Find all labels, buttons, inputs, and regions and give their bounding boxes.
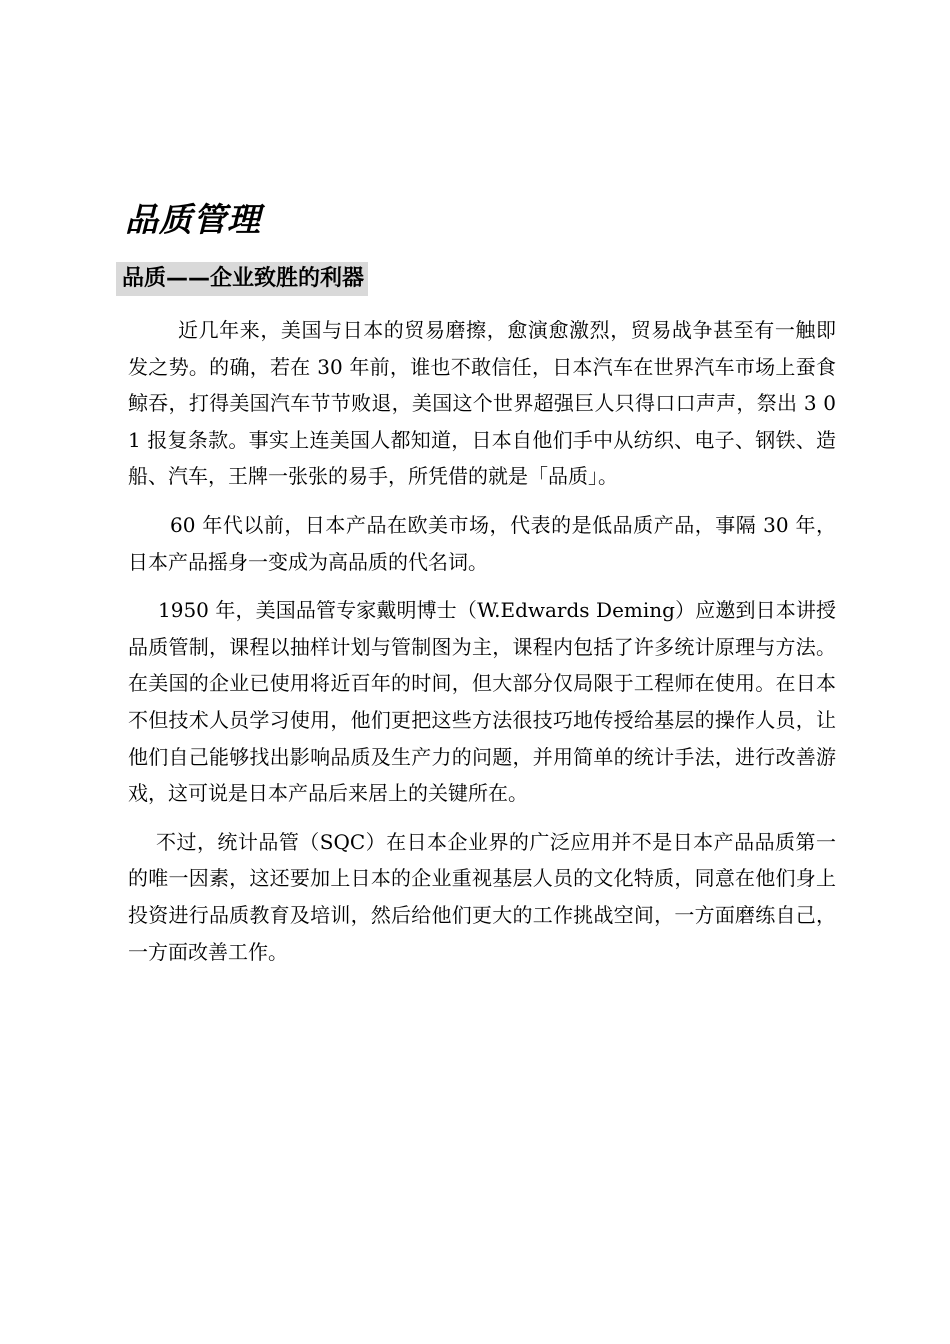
paragraph-3: 1950 年，美国品管专家戴明博士（W.Edwards Deming）应邀到日本讲授品质管制，课程以抽样计划与管制图为主，课程内包括了许多统计原理与方法。在美国的企业已使用将近百年的时间，但大部分仅局限于工程师在使用。在日本不但技术人员学习使用，他们更把这些方法很技巧地传授给基层的操作人员，让他们自己能够找出影响品质及生产力的问题，并用简单的统计手法，进行改善游戏，这可说是日本产品后来居上的关键所在。	[128, 598, 836, 806]
paragraph-2: 60 年代以前，日本产品在欧美市场，代表的是低品质产品，事隔 30 年，日本产品摇身一变成为高品质的代名词。	[128, 512, 836, 574]
paragraph-1: 近几年来，美国与日本的贸易磨擦，愈演愈激烈，贸易战争甚至有一触即发之势。的确，若在 30 年前，谁也不敢信任，日本汽车在世界汽车市场上蚕食鲸吞，打得美国汽车节节败退，美国这个世界超强巨人只得口口声声，祭出 3 0 1 报复条款。事实上连美国人都知道，日本自他们手中从纺织、电子、钢铁、造船、汽车，王牌一张张的易手，所凭借的就是「品质」。	[128, 318, 836, 489]
document-title: 品质管理	[125, 200, 261, 239]
body-text	[128, 312, 836, 982]
paragraph-4: 不过，统计品管（SQC）在日本企业界的广泛应用并不是日本产品品质第一的唯一因素，这还要加上日本的企业重视基层人员的文化特质，同意在他们身上投资进行品质教育及培训，然后给他们更大的工作挑战空间，一方面磨练自己，一方面改善工作。	[128, 829, 836, 964]
section-heading: 品质——企业致胜的利器	[116, 262, 368, 296]
